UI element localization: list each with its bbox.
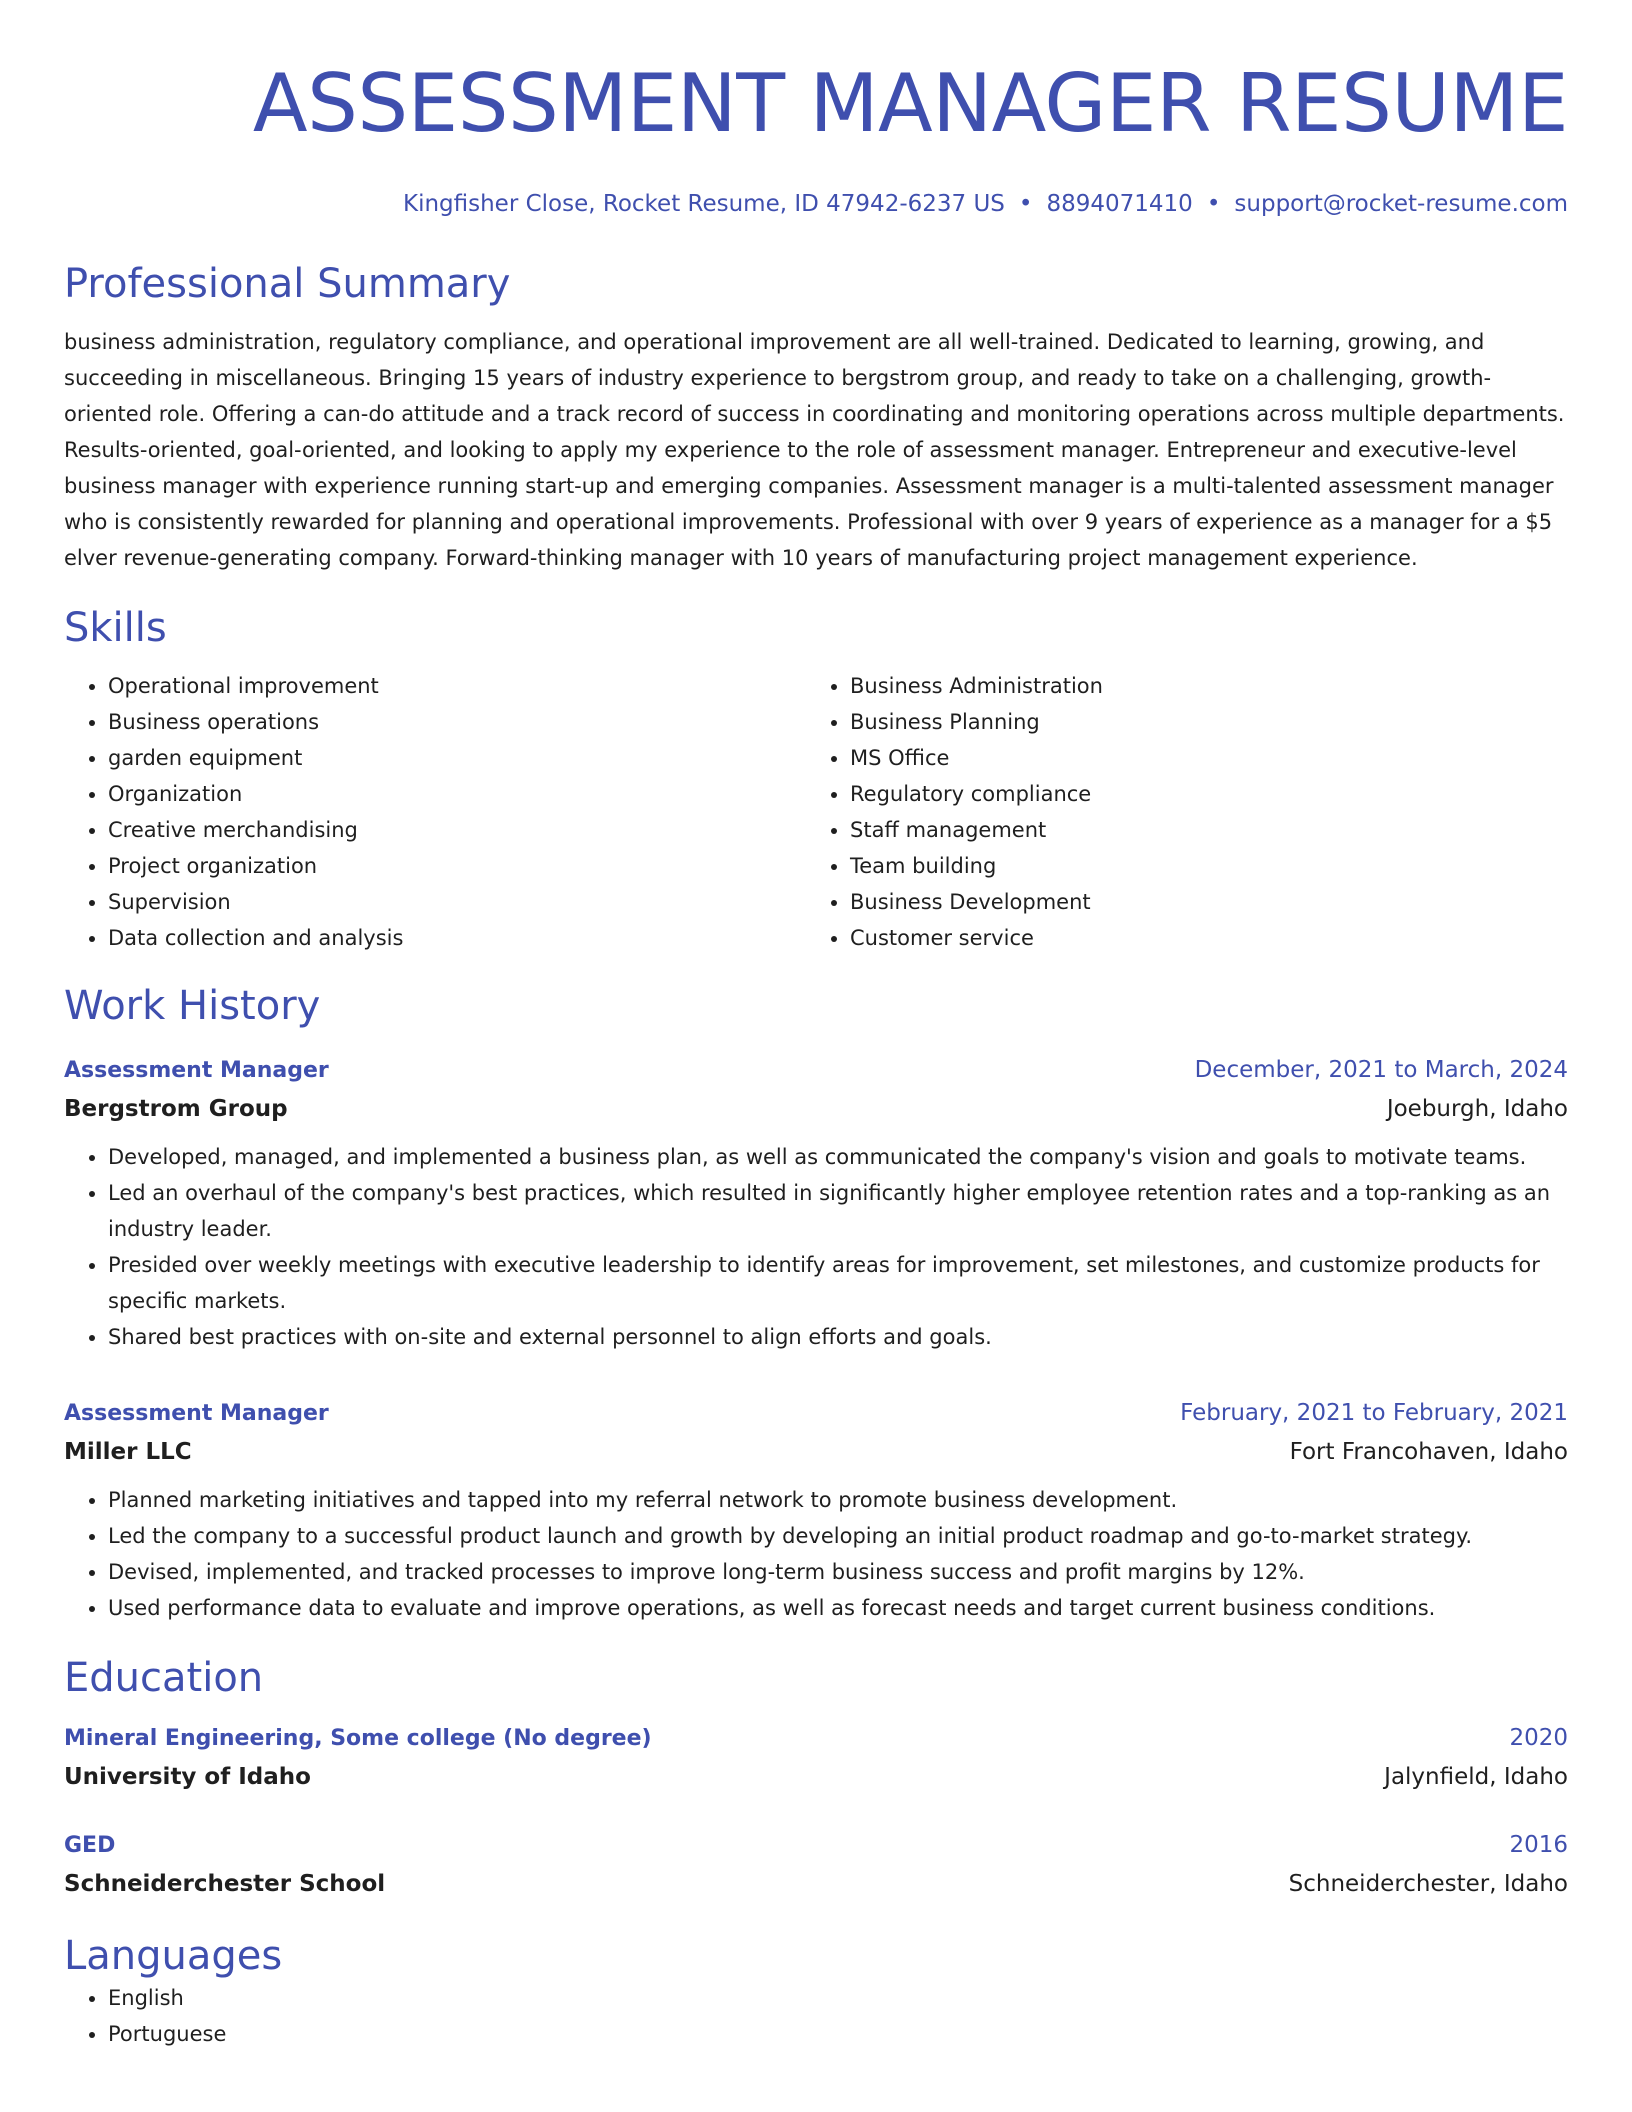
skill-item: • Project organization: [108, 848, 806, 884]
skill-item: • Operational improvement: [108, 668, 806, 704]
contact-address: Kingfisher Close, Rocket Resume, ID 47942-6237 US: [402, 191, 1005, 217]
job-entry: [64, 1052, 1568, 1355]
summary-heading: Professional Summary: [64, 261, 511, 307]
education-entry: [64, 1720, 1568, 1797]
education-location: Jalynfield, Idaho: [1384, 1764, 1568, 1790]
job-company: Miller LLC: [64, 1439, 192, 1465]
skill-item: • Supervision: [108, 884, 806, 920]
education-header-row: [64, 1827, 1568, 1864]
languages-list: [64, 1980, 1568, 2052]
contact-line: [64, 190, 1568, 218]
skills-list-left: [64, 668, 806, 956]
skills-columns: [64, 668, 1568, 956]
job-location: Fort Francohaven, Idaho: [1289, 1439, 1568, 1465]
job-header-row: [64, 1395, 1568, 1432]
skill-item: • Business Administration: [850, 668, 1548, 704]
job-header-row: [64, 1052, 1568, 1089]
skill-item: • MS Office: [850, 740, 1548, 776]
job-bullet: • Developed, managed, and implemented a business plan, as well as communicated the company's vision and goals to motivate teams.: [108, 1139, 1568, 1175]
skill-item: • Team building: [850, 848, 1548, 884]
language-item: • Portuguese: [108, 2016, 1568, 2052]
contact-phone[interactable]: 8894071410: [1046, 191, 1193, 217]
job-company-row: [64, 1432, 1568, 1472]
contact-email[interactable]: support@rocket-resume.com: [1234, 191, 1568, 217]
skill-item: • Organization: [108, 776, 806, 812]
education-school-row: [64, 1757, 1568, 1797]
skill-item: • Staff management: [850, 812, 1548, 848]
job-company: Bergstrom Group: [64, 1096, 288, 1122]
contact-separator: •: [1206, 191, 1221, 217]
languages-heading: Languages: [64, 1933, 283, 1979]
education-degree: Mineral Engineering, Some college (No degree): [64, 1726, 652, 1751]
job-title: Assessment Manager: [64, 1058, 329, 1083]
education-degree: GED: [64, 1833, 116, 1858]
job-bullet: • Led the company to a successful product launch and growth by developing an initial product roadmap and go-to-market strategy.: [108, 1518, 1568, 1554]
resume-page: [64, 0, 1568, 2052]
skill-item: • Business Development: [850, 884, 1548, 920]
education-year: 2016: [1509, 1832, 1568, 1858]
job-bullet: • Planned marketing initiatives and tapped into my referral network to promote business development.: [108, 1482, 1568, 1518]
skill-item: • garden equipment: [108, 740, 806, 776]
skill-item: • Creative merchandising: [108, 812, 806, 848]
skill-item: • Data collection and analysis: [108, 920, 806, 956]
summary-text: business administration, regulatory compliance, and operational improvement are all well-trained. Dedicated to learning, growing, and succeeding in miscellaneous. Bringing 15 years of industry experience to bergstrom group, and ready to take on a challenging, growth-oriented role. Offering a can-do attitude and a track record of success in coordinating and monitoring operations across multiple departments. Results-oriented, goal-oriented, and looking to apply my experience to the role of assessment manager. Entrepreneur and executive-level business manager with experience running start-up and emerging companies. Assessment manager is a multi-talented assessment manager who is consistently rewarded for planning and operational improvements. Professional with over 9 years of experience as a manager for a $5 elver revenue-generating company. Forward-thinking manager with 10 years of manufacturing project management experience.: [64, 330, 1565, 570]
skills-list-right: [806, 668, 1548, 956]
education-year: 2020: [1509, 1725, 1568, 1751]
job-bullet: • Led an overhaul of the company's best practices, which resulted in significantly higher employee retention rates and a top-ranking as an industry leader.: [108, 1175, 1568, 1247]
job-bullets: [64, 1482, 1568, 1626]
education-header-row: [64, 1720, 1568, 1757]
skill-item: • Customer service: [850, 920, 1548, 956]
skill-item: • Business operations: [108, 704, 806, 740]
education-school: University of Idaho: [64, 1764, 311, 1790]
education-school: Schneiderchester School: [64, 1871, 386, 1897]
job-bullet: • Used performance data to evaluate and improve operations, as well as forecast needs and target current business conditions.: [108, 1590, 1568, 1626]
job-bullets: [64, 1139, 1568, 1355]
job-bullet: • Presided over weekly meetings with executive leadership to identify areas for improvement, set milestones, and customize products for specific markets.: [108, 1247, 1568, 1319]
work-history-heading: Work History: [64, 983, 321, 1029]
language-item: • English: [108, 1980, 1568, 2016]
skills-heading: Skills: [64, 605, 167, 651]
job-company-row: [64, 1089, 1568, 1129]
education-entry: [64, 1827, 1568, 1904]
page-title: ASSESSMENT MANAGER RESUME: [252, 57, 1568, 150]
job-title: Assessment Manager: [64, 1401, 329, 1426]
job-dates: December, 2021 to March, 2024: [1194, 1057, 1568, 1083]
education-location: Schneiderchester, Idaho: [1288, 1871, 1568, 1897]
skill-item: • Regulatory compliance: [850, 776, 1548, 812]
job-bullet: • Devised, implemented, and tracked processes to improve long-term business success and profit margins by 12%.: [108, 1554, 1568, 1590]
skill-item: • Business Planning: [850, 704, 1548, 740]
job-entry: [64, 1395, 1568, 1626]
education-school-row: [64, 1864, 1568, 1904]
job-bullet: • Shared best practices with on-site and external personnel to align efforts and goals.: [108, 1319, 1568, 1355]
contact-separator: •: [1018, 191, 1033, 217]
job-location: Joeburgh, Idaho: [1386, 1096, 1568, 1122]
job-dates: February, 2021 to February, 2021: [1180, 1400, 1568, 1426]
education-heading: Education: [64, 1655, 264, 1701]
